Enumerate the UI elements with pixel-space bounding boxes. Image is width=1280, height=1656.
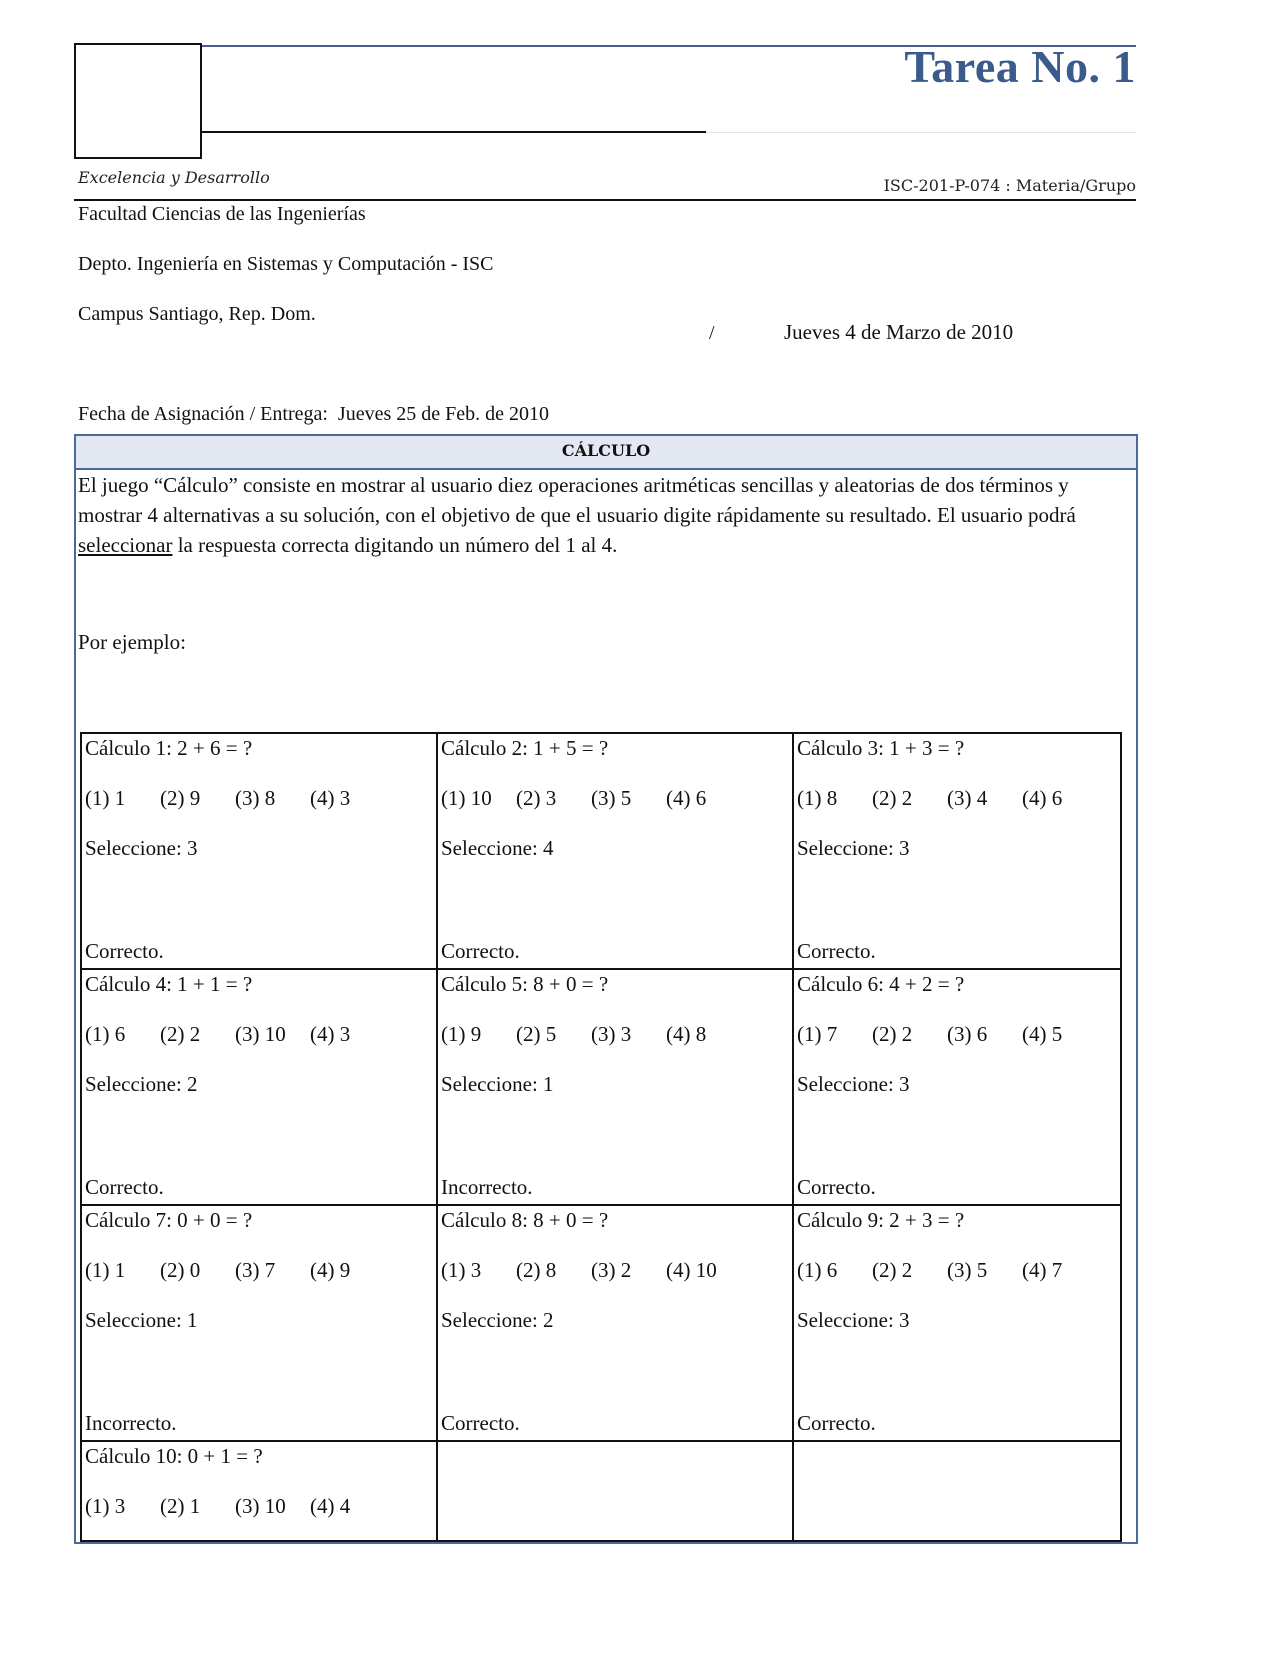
assignment-date: Jueves 25 de Feb. de 2010: [337, 403, 549, 425]
calculo-content: [794, 1206, 1120, 1440]
calculo-result: Incorrecto.: [85, 1411, 177, 1435]
calculo-selection: Seleccione: 3: [85, 836, 198, 860]
motto: Excelencia y Desarrollo: [78, 168, 270, 187]
date-separator: /: [709, 322, 715, 344]
calculo-option: (3) 10: [235, 1494, 286, 1518]
calculo-cell: [437, 1205, 793, 1441]
calculo-selection: Seleccione: 3: [797, 1072, 910, 1096]
calculo-option: (4) 6: [1022, 786, 1063, 810]
empty-cell: [437, 1441, 793, 1541]
calculo-option: (2) 2: [160, 1022, 201, 1046]
calculo-option: (1) 3: [85, 1494, 126, 1518]
logo-box: [74, 43, 202, 159]
calculo-option: (2) 2: [872, 1022, 913, 1046]
faculty-text: Facultad Ciencias de las Ingenierías: [78, 203, 366, 225]
calculo-option: (1) 9: [441, 1022, 482, 1046]
calculo-question: Cálculo 9: 2 + 3 = ?: [797, 1208, 965, 1232]
due-date: Jueves 4 de Marzo de 2010: [784, 320, 1014, 344]
calculo-content: [82, 734, 436, 968]
calculo-result: Correcto.: [797, 1175, 876, 1199]
course-code: ISC-201-P-074 : Materia/Grupo: [883, 176, 1136, 195]
department-text: Depto. Ingeniería en Sistemas y Computación - ISC: [78, 253, 494, 275]
calculo-question: Cálculo 4: 1 + 1 = ?: [85, 972, 253, 996]
section-description: [78, 470, 1128, 560]
calculo-selection: Seleccione: 2: [85, 1072, 198, 1096]
calculo-option: (3) 7: [235, 1258, 276, 1282]
calculo-option: (3) 2: [591, 1258, 632, 1282]
calculo-option: (1) 1: [85, 1258, 126, 1282]
calculo-question: Cálculo 7: 0 + 0 = ?: [85, 1208, 253, 1232]
calculo-option: (3) 5: [947, 1258, 988, 1282]
calculo-selection: Seleccione: 2: [441, 1308, 554, 1332]
assignment-date-line: [78, 403, 549, 426]
calculo-option: (3) 6: [947, 1022, 988, 1046]
calculo-option: (1) 6: [85, 1022, 126, 1046]
calculo-option: (4) 3: [310, 1022, 351, 1046]
calculo-option: (4) 8: [666, 1022, 707, 1046]
calculo-result: Correcto.: [797, 939, 876, 963]
calculo-option: (1) 10: [441, 786, 492, 810]
calculo-cell: [81, 1205, 437, 1441]
calculo-option: (2) 5: [516, 1022, 557, 1046]
calculo-option: (3) 4: [947, 786, 988, 810]
calculo-option: (4) 6: [666, 786, 707, 810]
calculo-content: [82, 970, 436, 1204]
calculo-option: (2) 0: [160, 1258, 201, 1282]
header-faint-rule: [706, 132, 1136, 133]
header-name-rule: [202, 131, 706, 133]
calculo-option: (1) 7: [797, 1022, 838, 1046]
calculo-options: [441, 1022, 741, 1047]
calculo-option: (3) 3: [591, 1022, 632, 1046]
empty-cell: [793, 1441, 1121, 1541]
calculo-option: (2) 3: [516, 786, 557, 810]
campus-text: Campus Santiago, Rep. Dom.: [78, 303, 316, 325]
calculo-question: Cálculo 2: 1 + 5 = ?: [441, 736, 609, 760]
header-bottom-rule: [74, 199, 1136, 201]
calculo-content: [82, 1442, 436, 1540]
example-label: Por ejemplo:: [78, 630, 186, 654]
calculo-options: [797, 786, 1097, 811]
calculo-option: (3) 8: [235, 786, 276, 810]
calculo-option: (4) 5: [1022, 1022, 1063, 1046]
calculo-cell: [793, 733, 1121, 969]
calculo-cell: [81, 969, 437, 1205]
calculo-result: Correcto.: [441, 1411, 520, 1435]
calculo-option: (2) 2: [872, 1258, 913, 1282]
calculo-option: (4) 7: [1022, 1258, 1063, 1282]
calculo-options: [441, 1258, 741, 1283]
page-title: Tarea No. 1: [904, 41, 1136, 92]
calculo-result: Incorrecto.: [441, 1175, 533, 1199]
calculo-result: Correcto.: [797, 1411, 876, 1435]
calculo-options: [441, 786, 741, 811]
calculo-result: Correcto.: [85, 939, 164, 963]
calculo-options: [797, 1022, 1097, 1047]
calculo-content: [794, 734, 1120, 968]
calculo-options: [85, 786, 385, 811]
description-text-1: El juego “Cálculo” consiste en mostrar al usuario diez operaciones aritméticas sencillas y aleatorias de dos términos y mostrar 4 alternativas a su solución, con el objetivo de que el usuario digite rápidamente su resultado. El usuario podrá: [78, 473, 1076, 527]
calculo-option: (2) 9: [160, 786, 201, 810]
calculo-question: Cálculo 3: 1 + 3 = ?: [797, 736, 965, 760]
calculo-option: (2) 8: [516, 1258, 557, 1282]
calculo-question: Cálculo 5: 8 + 0 = ?: [441, 972, 609, 996]
calculo-option: (3) 5: [591, 786, 632, 810]
calculo-option: (4) 10: [666, 1258, 717, 1282]
calculo-options: [85, 1494, 385, 1519]
calculo-question: Cálculo 6: 4 + 2 = ?: [797, 972, 965, 996]
calculo-content: [438, 970, 792, 1204]
section-heading: CÁLCULO: [76, 436, 1136, 470]
calculo-selection: Seleccione: 1: [85, 1308, 198, 1332]
calculo-option: (1) 8: [797, 786, 838, 810]
calculo-content: [438, 1206, 792, 1440]
calculo-cell: [793, 1205, 1121, 1441]
calculo-options: [85, 1022, 385, 1047]
calculo-options: [85, 1258, 385, 1283]
calculo-result: Correcto.: [85, 1175, 164, 1199]
calculo-selection: Seleccione: 1: [441, 1072, 554, 1096]
calculo-result: Correcto.: [441, 939, 520, 963]
description-text-2: la respuesta correcta digitando un número del 1 al 4.: [172, 533, 618, 557]
calculo-options: [797, 1258, 1097, 1283]
calculo-question: Cálculo 8: 8 + 0 = ?: [441, 1208, 609, 1232]
calculo-section: [74, 434, 1138, 1544]
calculo-option: (1) 1: [85, 786, 126, 810]
assignment-date-label: Fecha de Asignación / Entrega:: [78, 403, 328, 425]
calculo-question: Cálculo 1: 2 + 6 = ?: [85, 736, 253, 760]
calculo-cell: [81, 733, 437, 969]
calculo-content: [794, 970, 1120, 1204]
calculo-selection: Seleccione: 3: [797, 836, 910, 860]
calculo-cell: [81, 1441, 437, 1541]
calculo-option: (2) 1: [160, 1494, 201, 1518]
calculo-cell: [793, 969, 1121, 1205]
calculo-selection: Seleccione: 3: [797, 1308, 910, 1332]
calculo-cell: [437, 969, 793, 1205]
description-underlined: seleccionar: [78, 533, 173, 557]
calculo-content: [438, 734, 792, 968]
calculo-cell: [437, 733, 793, 969]
calculo-question: Cálculo 10: 0 + 1 = ?: [85, 1444, 263, 1468]
calculo-option: (4) 9: [310, 1258, 351, 1282]
calculo-option: (4) 3: [310, 786, 351, 810]
calculo-option: (3) 10: [235, 1022, 286, 1046]
calculo-grid: [80, 732, 1122, 1542]
calculo-content: [82, 1206, 436, 1440]
calculo-option: (4) 4: [310, 1494, 351, 1518]
calculo-option: (2) 2: [872, 786, 913, 810]
calculo-option: (1) 6: [797, 1258, 838, 1282]
calculo-selection: Seleccione: 4: [441, 836, 554, 860]
calculo-option: (1) 3: [441, 1258, 482, 1282]
